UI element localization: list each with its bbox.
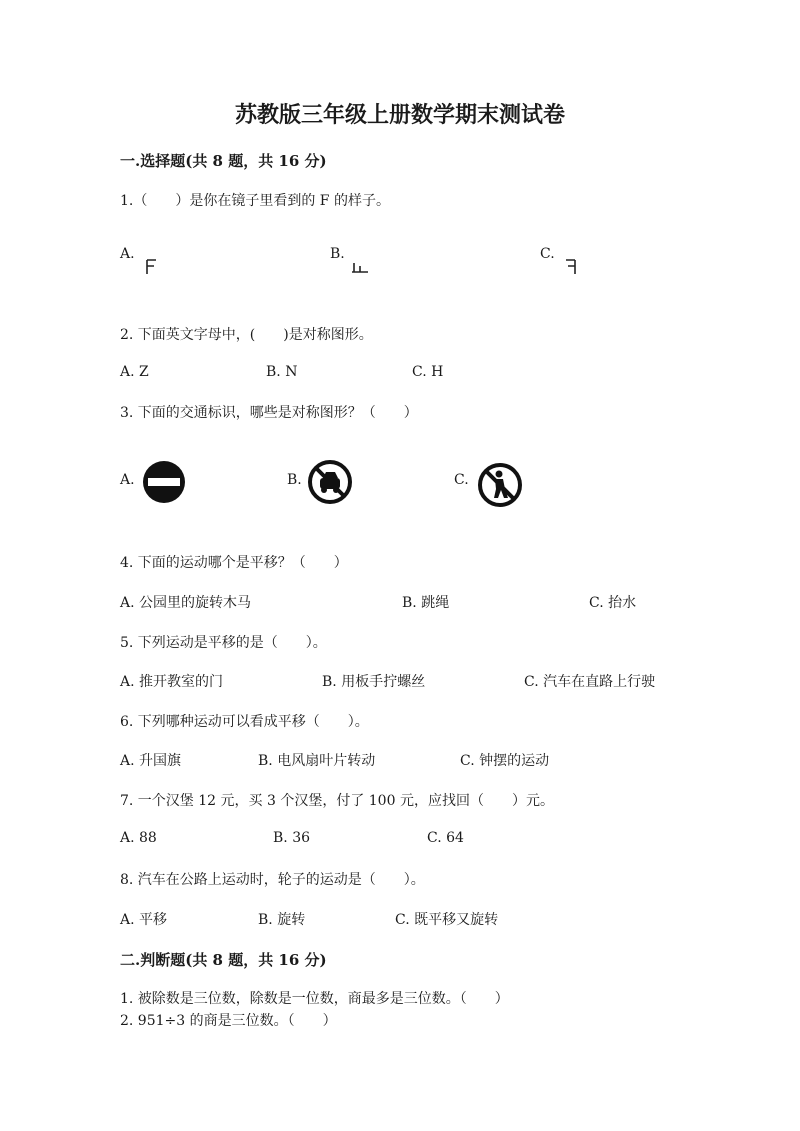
q2-option-b: B. N — [266, 364, 298, 380]
section-heading-judgment: 二.判断题(共 8 题，共 16 分) — [120, 951, 327, 969]
q6-option-b: B. 电风扇叶片转动 — [258, 753, 376, 769]
question-1: 1.（ ）是你在镜子里看到的 F 的样子。 — [120, 193, 390, 209]
q6-option-c: C. 钟摆的运动 — [460, 753, 550, 769]
page-title: 苏教版三年级上册数学期末测试卷 — [234, 102, 565, 128]
no-pedestrian-sign-icon — [478, 463, 522, 507]
q5-option-c: C. 汽车在直路上行驶 — [524, 674, 656, 690]
q4-option-c: C. 抬水 — [589, 595, 637, 611]
q5-option-b: B. 用板手拧螺丝 — [322, 674, 426, 690]
q7-option-b: B. 36 — [273, 830, 311, 846]
letter-f-normal-icon — [144, 258, 158, 276]
q3-option-a-label: A. — [120, 472, 135, 488]
question-7: 7. 一个汉堡 12 元，买 3 个汉堡，付了 100 元，应找回（ ）元。 — [120, 793, 554, 809]
question-8: 8. 汽车在公路上运动时，轮子的运动是（ ）。 — [120, 872, 425, 888]
q8-option-a: A. 平移 — [120, 912, 168, 928]
q8-option-c: C. 既平移又旋转 — [395, 912, 499, 928]
question-5: 5. 下列运动是平移的是（ ）。 — [120, 635, 327, 651]
question-3: 3. 下面的交通标识，哪些是对称图形？（ ） — [120, 405, 418, 421]
q5-option-a: A. 推开教室的门 — [120, 674, 224, 690]
q4-option-a: A. 公园里的旋转木马 — [120, 595, 252, 611]
no-entry-sign-icon — [142, 460, 186, 504]
q7-option-c: C. 64 — [427, 830, 464, 846]
question-6: 6. 下列哪种运动可以看成平移（ ）。 — [120, 714, 369, 730]
judgment-question-2: 2. 951÷3 的商是三位数。（ ） — [120, 1013, 337, 1029]
q1-option-c-label: C. — [540, 246, 555, 262]
judgment-question-1: 1. 被除数是三位数，除数是一位数，商最多是三位数。（ ） — [120, 991, 509, 1007]
no-motor-vehicle-sign-icon — [308, 460, 352, 504]
section-heading-choice: 一.选择题(共 8 题，共 16 分) — [120, 152, 327, 170]
q4-option-b: B. 跳绳 — [402, 595, 450, 611]
letter-f-rotated-icon — [350, 260, 370, 274]
question-2: 2. 下面英文字母中，( )是对称图形。 — [120, 327, 373, 343]
question-4: 4. 下面的运动哪个是平移？（ ） — [120, 555, 348, 571]
q2-option-a: A. Z — [120, 364, 149, 380]
q3-option-c-label: C. — [454, 472, 469, 488]
q8-option-b: B. 旋转 — [258, 912, 306, 928]
letter-f-mirrored-icon — [564, 258, 578, 276]
q7-option-a: A. 88 — [120, 830, 157, 846]
q6-option-a: A. 升国旗 — [120, 753, 182, 769]
q3-option-b-label: B. — [287, 472, 302, 488]
q1-option-a-label: A. — [120, 246, 135, 262]
q1-option-b-label: B. — [330, 246, 345, 262]
q2-option-c: C. H — [412, 364, 444, 380]
